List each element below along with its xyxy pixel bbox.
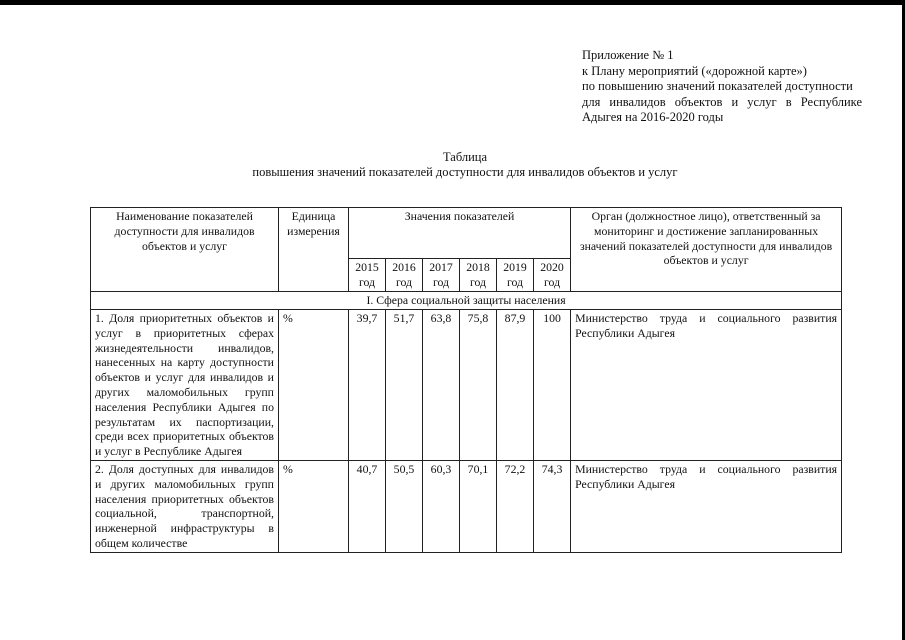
value-cell: 75,8 xyxy=(460,310,497,461)
year-unit: год xyxy=(469,275,487,289)
table-subtitle: повышения значений показателей доступности для инвалидов объектов и услуг xyxy=(252,165,678,179)
value-cell: 87,9 xyxy=(497,310,534,461)
value-cell: 50,5 xyxy=(386,460,423,552)
indicator-unit: % xyxy=(279,460,349,552)
value-cell: 39,7 xyxy=(349,310,386,461)
appendix-line-1: Приложение № 1 xyxy=(582,48,674,62)
appendix-header xyxy=(582,48,862,126)
year-unit: год xyxy=(358,275,376,289)
table-title: Таблица xyxy=(442,150,488,164)
year-number: 2015 xyxy=(355,260,379,274)
value-cell: 40,7 xyxy=(349,460,386,552)
responsible-org: Министерство труда и социального развития Республики Адыгея xyxy=(571,310,842,461)
year-unit: год xyxy=(395,275,413,289)
header-year xyxy=(423,259,460,292)
year-number: 2018 xyxy=(466,260,490,274)
value-cell: 51,7 xyxy=(386,310,423,461)
appendix-line-2: к Плану мероприятий («дорожной карте») xyxy=(582,63,807,78)
value-cell: 60,3 xyxy=(423,460,460,552)
section-title: I. Сфера социальной защиты населения xyxy=(91,292,842,310)
year-number: 2017 xyxy=(429,260,453,274)
value-cell: 72,2 xyxy=(497,460,534,552)
indicator-name: 2. Доля доступных для инвалидов и других маломобильных групп населения приоритетных объектов социальной, транспортной, инженерной инфраструктуры в общем количестве xyxy=(91,460,279,552)
year-number: 2020 xyxy=(540,260,564,274)
indicators-table xyxy=(90,207,842,553)
header-year xyxy=(460,259,497,292)
indicator-name: 1. Доля приоритетных объектов и услуг в приоритетных сферах жизнедеятельности инвалидов, нанесенных на карту доступности объектов и услуг для инвалидов и других маломобильных групп населения Республики Адыгея по результатам их паспортизации, среди всех приоритетных объектов и услуг в Республике Адыгея xyxy=(91,310,279,461)
scan-border-top xyxy=(0,0,905,5)
header-year xyxy=(497,259,534,292)
header-indicator-name: Наименование показателей доступности для инвалидов объектов и услуг xyxy=(91,208,279,292)
year-number: 2019 xyxy=(503,260,527,274)
header-values: Значения показателей xyxy=(349,208,571,259)
value-cell: 100 xyxy=(534,310,571,461)
value-cell: 63,8 xyxy=(423,310,460,461)
indicator-unit: % xyxy=(279,310,349,461)
value-cell: 70,1 xyxy=(460,460,497,552)
appendix-line-4: для инвалидов объектов и услуг в Республике xyxy=(582,94,862,109)
header-year xyxy=(386,259,423,292)
section-row xyxy=(91,292,842,310)
header-row xyxy=(91,208,842,259)
header-unit: Единица измерения xyxy=(279,208,349,292)
year-unit: год xyxy=(432,275,450,289)
table-row xyxy=(91,310,842,461)
header-year xyxy=(349,259,386,292)
year-unit: год xyxy=(506,275,524,289)
responsible-org: Министерство труда и социального развития Республики Адыгея xyxy=(571,460,842,552)
year-number: 2016 xyxy=(392,260,416,274)
header-responsible-org: Орган (должностное лицо), ответственный за мониторинг и достижение запланированных значений показателей доступности для инвалидов объектов и услуг xyxy=(571,208,842,292)
table-heading xyxy=(90,150,840,180)
table-row xyxy=(91,460,842,552)
header-year xyxy=(534,259,571,292)
value-cell: 74,3 xyxy=(534,460,571,552)
year-unit: год xyxy=(543,275,561,289)
appendix-line-3: по повышению значений показателей доступности xyxy=(582,79,853,93)
appendix-line-5: Адыгея на 2016-2020 годы xyxy=(582,110,724,124)
